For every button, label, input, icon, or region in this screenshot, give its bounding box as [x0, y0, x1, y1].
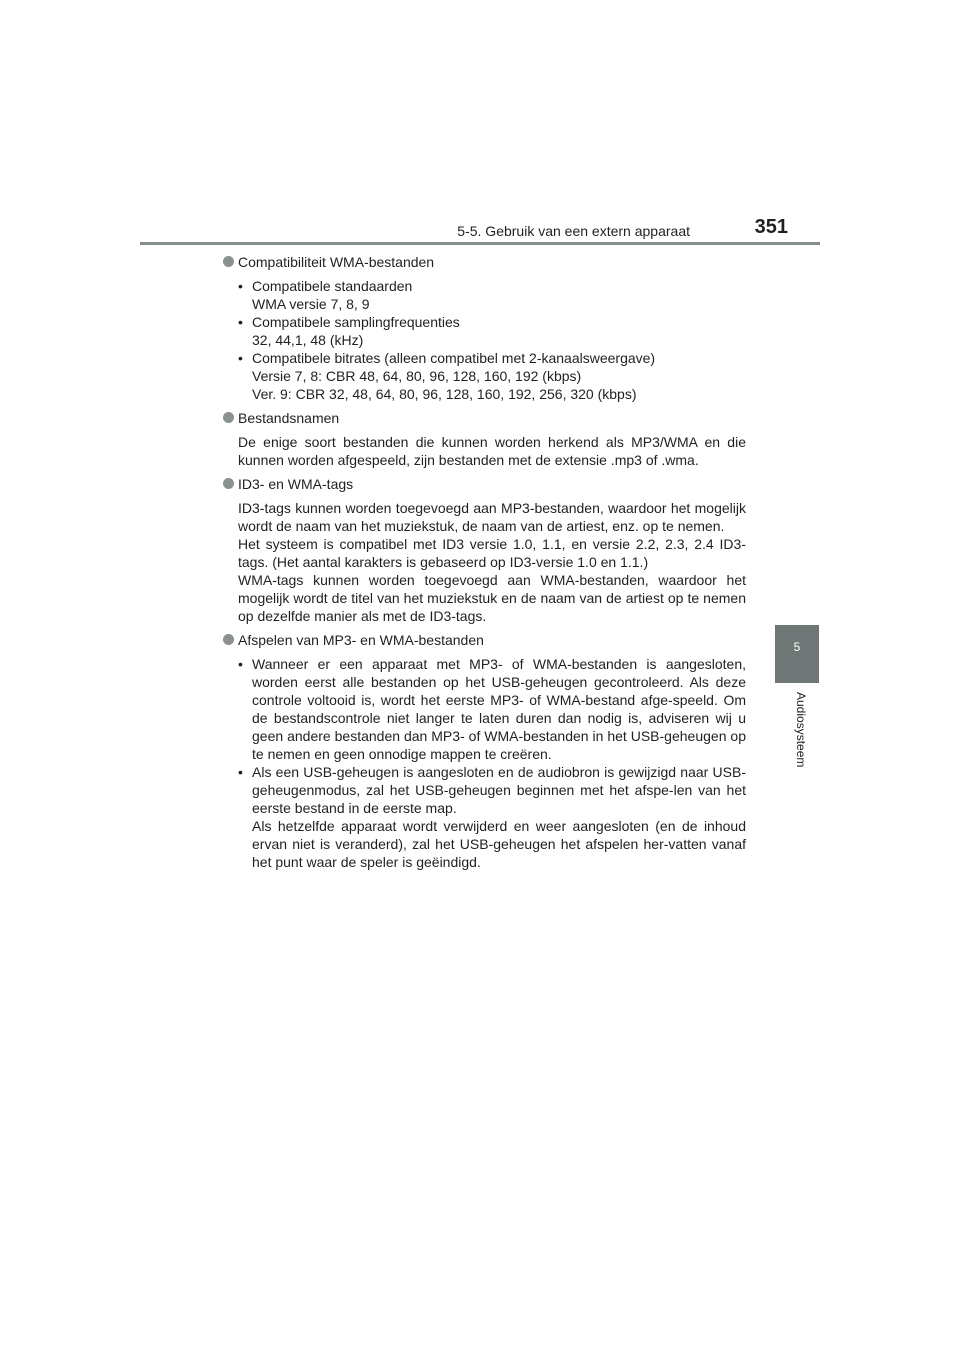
list-item-detail: Ver. 9: CBR 32, 48, 64, 80, 96, 128, 160, 192, 256, 320 (kbps)	[252, 386, 637, 402]
list-item	[238, 277, 746, 313]
section-heading	[222, 631, 746, 649]
list-item-detail: 32, 44,1, 48 (kHz)	[252, 332, 364, 348]
list-item	[238, 655, 746, 763]
list-item-text: • Compatibele samplingfrequenties	[252, 314, 460, 330]
list-item-detail: Als hetzelfde apparaat wordt verwijderd en weer aangesloten (en de inhoud ervan niet is veranderd), zal het USB-geheugen het afspelen her-vatten vanaf het punt waar de speler is geëindigd.	[252, 818, 746, 870]
list-item-text: • Wanneer er een apparaat met MP3- of WMA-bestanden is aangesloten, worden eerst alle bestanden op het USB-geheugen gecontroleerd. Als deze controle voltooid is, wordt het eerste MP3- of WMA-bestand afge-speeld. Om de bestandscontrole niet langer te laten duren dan nodig is, adviseren wij u geen andere bestanden dan MP3- of WMA-bestanden in het USB-geheugen op te nemen en geen onnodige mappen te creëren.	[252, 656, 746, 762]
list-item-text: • Compatibele bitrates (alleen compatibel met 2-kanaalsweergave)	[252, 350, 656, 366]
circle-bullet-icon	[223, 412, 234, 423]
section-heading	[222, 475, 746, 493]
list-item	[238, 313, 746, 349]
section-id3-wma-tags	[222, 475, 746, 625]
list-item-detail: WMA versie 7, 8, 9	[252, 296, 370, 312]
paragraph: WMA-tags kunnen worden toegevoegd aan WMA-bestanden, waardoor het mogelijk wordt de titel van het muziekstuk en de naam van de artiest op te nemen op dezelfde manier als met de ID3-tags.	[238, 572, 746, 624]
section-heading	[222, 253, 746, 271]
page-content	[222, 253, 746, 877]
paragraph: De enige soort bestanden die kunnen worden herkend als MP3/WMA en die kunnen worden afgespeeld, zijn bestanden met de extensie .mp3 of .wma.	[238, 434, 746, 468]
circle-bullet-icon	[223, 634, 234, 645]
section-title: Afspelen van MP3- en WMA-bestanden	[238, 632, 484, 648]
header-divider	[140, 242, 820, 245]
circle-bullet-icon	[223, 478, 234, 489]
section-body	[238, 433, 746, 469]
paragraph: ID3-tags kunnen worden toegevoegd aan MP3-bestanden, waardoor het mogelijk wordt de naam van het muziekstuk, de naam van de artiest, enz. op te nemen.	[238, 500, 746, 534]
section-body	[238, 499, 746, 625]
section-wma-compatibility	[222, 253, 746, 403]
chapter-tab-number: 5	[793, 640, 801, 654]
section-file-names	[222, 409, 746, 469]
section-title: ID3- en WMA-tags	[238, 476, 354, 492]
list-item-text: • Als een USB-geheugen is aangesloten en de audiobron is gewijzigd naar USB-geheugenmodus, zal het USB-geheugen beginnen met het afspe-len van het eerste bestand in de eerste map.	[252, 764, 746, 816]
list-item	[238, 349, 746, 403]
list-item	[238, 763, 746, 871]
section-title: Compatibiliteit WMA-bestanden	[238, 254, 435, 270]
paragraph: Het systeem is compatibel met ID3 versie 1.0, 1.1, en versie 2.2, 2.3, 2.4 ID3-tags. (Het aantal karakters is gebaseerd op ID3-versie 1.0 en 1.1.)	[238, 536, 746, 570]
section-playback	[222, 631, 746, 871]
page-number: 351	[754, 216, 788, 238]
list-item-detail: Versie 7, 8: CBR 48, 64, 80, 96, 128, 160, 192 (kbps)	[252, 368, 582, 384]
section-heading	[222, 409, 746, 427]
list-item-text: • Compatibele standaarden	[252, 278, 413, 294]
section-title: Bestandsnamen	[238, 410, 340, 426]
bullet-list	[238, 277, 746, 403]
running-header: 5-5. Gebruik van een extern apparaat	[457, 223, 690, 239]
chapter-tab-label: Audiosysteem	[794, 692, 808, 768]
chapter-tab	[775, 625, 819, 683]
bullet-list	[238, 655, 746, 871]
circle-bullet-icon	[223, 256, 234, 267]
